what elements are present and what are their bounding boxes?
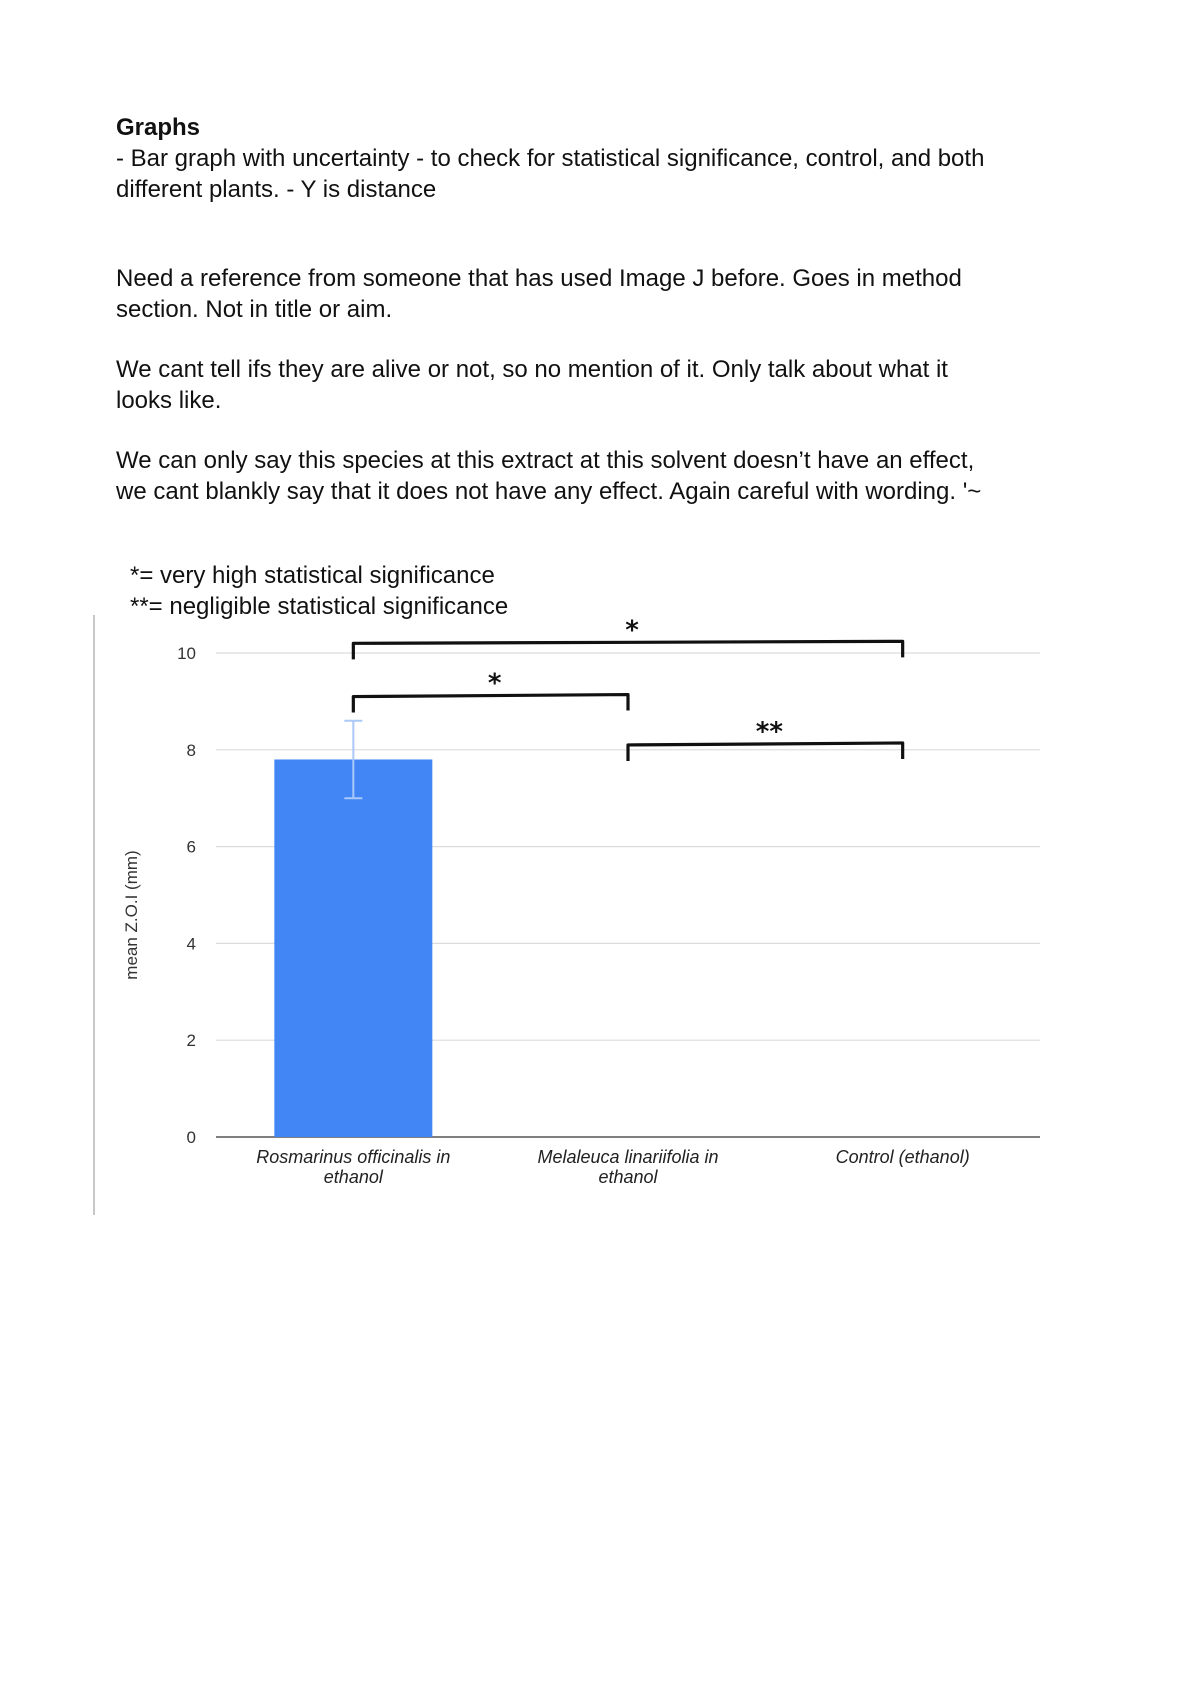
category-label: Melaleuca linariifolia in ethanol <box>537 1147 719 1187</box>
notes-line: looks like. <box>116 387 222 414</box>
y-tick-label: 8 <box>186 740 196 760</box>
notes-line: - Bar graph with uncertainty - to check for statistical significance, control, and both <box>116 145 985 172</box>
bar <box>274 759 432 1137</box>
category-label: Rosmarinus officinalis in ethanol <box>256 1147 451 1187</box>
category-label: Control (ethanol) <box>835 1147 970 1167</box>
bar-chart-svg <box>92 615 1072 1215</box>
y-tick-label: 2 <box>186 1031 196 1051</box>
y-tick-label: 10 <box>177 644 196 663</box>
significance-label: ** <box>755 716 783 747</box>
notes-heading: Graphs <box>116 114 201 141</box>
significance-label: * <box>625 615 639 646</box>
significance-label: * <box>487 668 502 699</box>
y-tick-label: 0 <box>186 1128 196 1147</box>
legend-double-star: **= negligible statistical significance <box>130 593 509 620</box>
notes-line: section. Not in title or aim. <box>116 296 393 323</box>
y-tick-label: 6 <box>186 837 196 857</box>
notes <box>116 112 1116 507</box>
significance-legend <box>130 560 508 622</box>
notes-line: different plants. - Y is distance <box>116 176 437 203</box>
y-axis-label: mean Z.O.I (mm) <box>122 850 141 980</box>
y-tick-label: 4 <box>186 934 196 954</box>
notes-line: Need a reference from someone that has used Image J before. Goes in method <box>116 265 962 292</box>
notes-line: we cant blankly say that it does not have any effect. Again careful with wording. '~ <box>116 478 982 505</box>
bar-chart <box>92 615 1072 1215</box>
notes-line: We cant tell ifs they are alive or not, so no mention of it. Only talk about what it <box>116 356 948 383</box>
notes-line: We can only say this species at this extract at this solvent doesn’t have an effect, <box>116 447 975 474</box>
legend-single-star: *= very high statistical significance <box>130 562 495 589</box>
